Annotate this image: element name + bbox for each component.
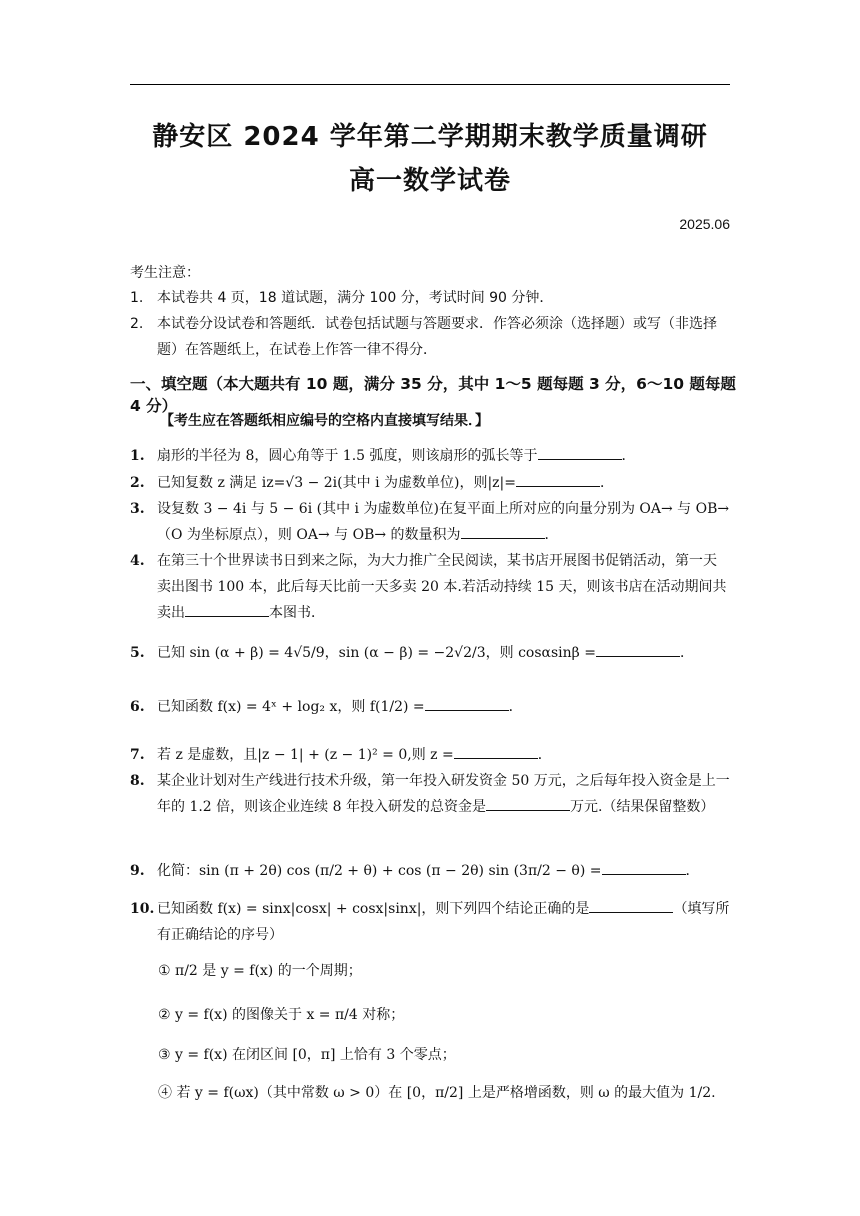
- notice-heading: 考生注意：: [130, 265, 200, 281]
- question: [130, 470, 730, 496]
- question-text: 扇形的半径为 8，圆心角等于 1.5 弧度，则该扇形的弧长等于: [157, 448, 538, 464]
- answer-blank[interactable]: [486, 796, 570, 811]
- option-1: ① π/2 是 y = f(x) 的一个周期；: [158, 963, 362, 979]
- question-number: 6.: [130, 699, 145, 715]
- question-text: 若 z 是虚数，且|z − 1| + (z − 1)² = 0,则 z =: [157, 747, 454, 763]
- option-2: ② y = f(x) 的图像关于 x = π/4 对称；: [158, 1007, 405, 1023]
- notice-text: 本试卷分设试卷和答题纸．试卷包括试题与答题要求．作答必须涂（选择题）或写（非选择题）在答题纸上，在试卷上作答一律不得分．: [157, 316, 717, 358]
- question-text-end: ．: [685, 863, 700, 879]
- question-text-end: ．: [537, 747, 552, 763]
- answer-blank[interactable]: [596, 642, 680, 657]
- answer-blank[interactable]: [602, 860, 686, 875]
- question: [130, 548, 730, 626]
- question: [130, 896, 730, 948]
- question-text-end: ．: [544, 527, 559, 543]
- question-number: 5.: [130, 645, 145, 661]
- question-text: 已知函数 f(x) = 4ˣ + log₂ x，则 f(1/2) =: [157, 699, 425, 715]
- answer-blank[interactable]: [454, 744, 538, 759]
- notice-number: 2.: [130, 316, 144, 332]
- question-text: 化简：sin (π + 2θ) cos (π/2 + θ) + cos (π − 2θ) sin (3π/2 − θ) =: [157, 863, 602, 879]
- answer-blank[interactable]: [516, 472, 600, 487]
- question: [130, 694, 730, 720]
- question-text-end: 本图书．: [269, 605, 325, 621]
- exam-title: 静安区 2024 学年第二学期期末教学质量调研: [152, 122, 708, 152]
- question: [130, 443, 730, 469]
- exam-subtitle: 高一数学试卷: [348, 166, 511, 196]
- top-rule: [130, 84, 730, 85]
- exam-date: 2025.06: [679, 216, 730, 232]
- question-text-end: （填写所有正确结论的序号）: [157, 901, 730, 943]
- question-text-end: ．: [679, 645, 694, 661]
- answer-blank[interactable]: [461, 524, 545, 539]
- answer-blank[interactable]: [185, 602, 269, 617]
- question-text-end: ．: [508, 699, 523, 715]
- question-number: 7.: [130, 747, 145, 763]
- option-4: ④ 若 y = f(ωx)（其中常数 ω > 0）在 [0，π/2] 上是严格增函数，则 ω 的最大值为 1/2.: [158, 1085, 716, 1101]
- section-title: 一、填空题（本大题共有 10 题，满分 35 分，其中 1～5 题每题 3 分，6～10 题每题 4 分）: [130, 375, 736, 415]
- question-number: 2.: [130, 475, 145, 491]
- question-number: 1.: [130, 448, 145, 464]
- notice-item: [130, 285, 730, 311]
- question: [130, 858, 730, 884]
- question: [130, 496, 730, 548]
- question-number: 4.: [130, 553, 145, 569]
- question-text: 已知 sin (α + β) = 4√5/9，sin (α − β) = −2√2/3，则 cosαsinβ =: [157, 645, 596, 661]
- question: [130, 768, 730, 820]
- question-text-end: 万元.（结果保留整数）: [569, 799, 715, 815]
- question-text-end: ．: [621, 448, 636, 464]
- section-instruction: 【考生应在答题纸相应编号的空格内直接填写结果．】: [160, 413, 489, 429]
- question-text: 某企业计划对生产线进行技术升级，第一年投入研发资金 50 万元，之后每年投入资金是上一年的 1.2 倍，则该企业连续 8 年投入研发的总资金是: [157, 773, 730, 815]
- question: [130, 742, 730, 768]
- question-text-end: ．: [600, 475, 614, 491]
- notice-number: 1.: [130, 290, 144, 306]
- question-number: 9.: [130, 863, 145, 879]
- notice-item: [130, 311, 730, 363]
- question-text: 已知函数 f(x) = sinx|cosx| + cosx|sinx|，则下列四个结论正确的是: [157, 901, 590, 917]
- question-number: 10.: [130, 901, 155, 917]
- answer-blank[interactable]: [589, 898, 673, 913]
- question-text: 已知复数 z 满足 iz=√3 − 2i(其中 i 为虚数单位)，则|z|=: [157, 475, 516, 491]
- answer-blank[interactable]: [538, 445, 622, 460]
- option-3: ③ y = f(x) 在闭区间 [0，π] 上恰有 3 个零点；: [158, 1047, 456, 1063]
- question-text: 在第三十个世界读书日到来之际，为大力推广全民阅读，某书店开展图书促销活动，第一天卖出图书 100 本，此后每天比前一天多卖 20 本.若活动持续 15 天，则该书店在活动期间共卖出: [157, 553, 727, 621]
- answer-blank[interactable]: [425, 696, 509, 711]
- question: [130, 640, 730, 666]
- question-number: 8.: [130, 773, 145, 789]
- notice-text: 本试卷共 4 页，18 道试题，满分 100 分，考试时间 90 分钟．: [157, 290, 554, 306]
- question-number: 3.: [130, 501, 145, 517]
- question-text: 设复数 3 − 4i 与 5 − 6i (其中 i 为虚数单位)在复平面上所对应的向量分别为 OA→ 与 OB→（O 为坐标原点），则 OA→ 与 OB→ 的数量积为: [157, 501, 730, 543]
